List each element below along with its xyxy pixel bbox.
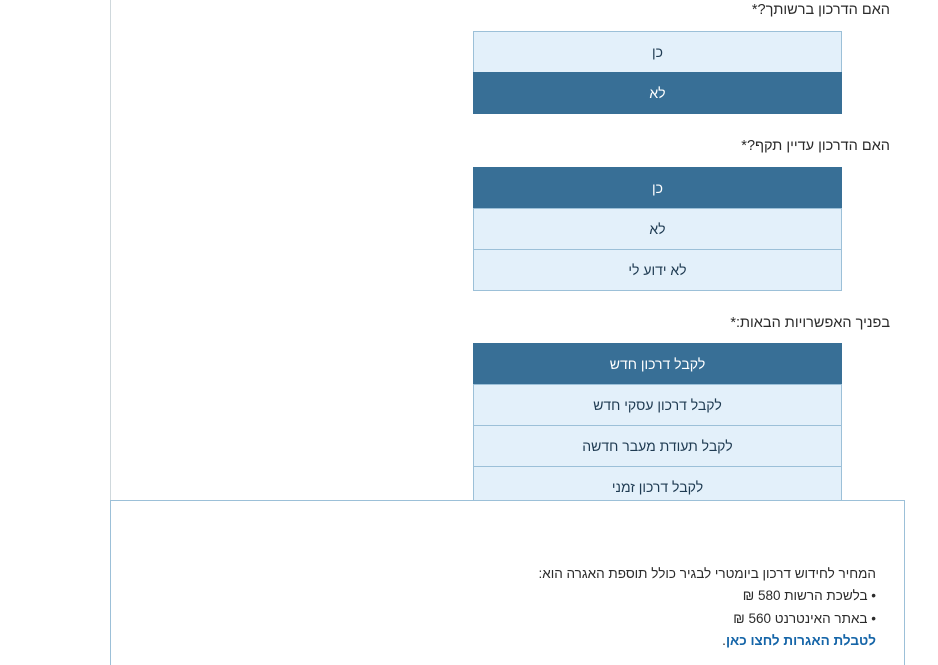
option-new-passport[interactable]: לקבל דרכון חדש xyxy=(473,343,842,384)
fee-notice-panel xyxy=(110,500,905,665)
fee-notice-intro: המחיר לחידוש דרכון ביומטרי לבגיר כולל תוספת האגרה הוא: xyxy=(538,566,876,581)
option-passport-still-valid-yes[interactable]: כן xyxy=(473,167,842,208)
fee-notice-content xyxy=(111,501,904,652)
question-passport-still-valid xyxy=(111,136,890,291)
option-group-passport-still-valid xyxy=(473,167,842,291)
fee-bullet-authority-office: • בלשכת הרשות 580 ₪ xyxy=(742,588,876,604)
option-group-passport-in-possession xyxy=(473,31,842,114)
option-temporary-passport[interactable]: לקבל דרכון זמני xyxy=(473,466,842,507)
option-passport-still-valid-no[interactable]: לא xyxy=(473,208,842,249)
form-area xyxy=(111,0,938,571)
question-label: האם הדרכון עדיין תקף?* xyxy=(741,137,890,154)
option-passport-in-possession-yes[interactable]: כן xyxy=(473,31,842,72)
fee-notice-bullets xyxy=(139,585,876,630)
fee-table-link[interactable]: לטבלת האגרות לחצו כאן xyxy=(725,632,876,648)
question-label: האם הדרכון ברשותך?* xyxy=(751,2,890,18)
option-passport-in-possession-no[interactable]: לא xyxy=(473,72,842,114)
option-new-business-passport[interactable]: לקבל דרכון עסקי חדש xyxy=(473,384,842,425)
option-new-travel-document[interactable]: לקבל תעודת מעבר חדשה xyxy=(473,425,842,466)
question-label: בפניך האפשרויות הבאות:* xyxy=(730,314,890,331)
question-passport-in-possession xyxy=(111,0,890,114)
fee-table-line xyxy=(139,630,876,652)
fee-bullet-website: • באתר האינטרנט 560 ₪ xyxy=(733,610,876,626)
fee-table-link-suffix: . xyxy=(722,632,726,648)
option-passport-still-valid-unknown[interactable]: לא ידוע לי xyxy=(473,249,842,291)
